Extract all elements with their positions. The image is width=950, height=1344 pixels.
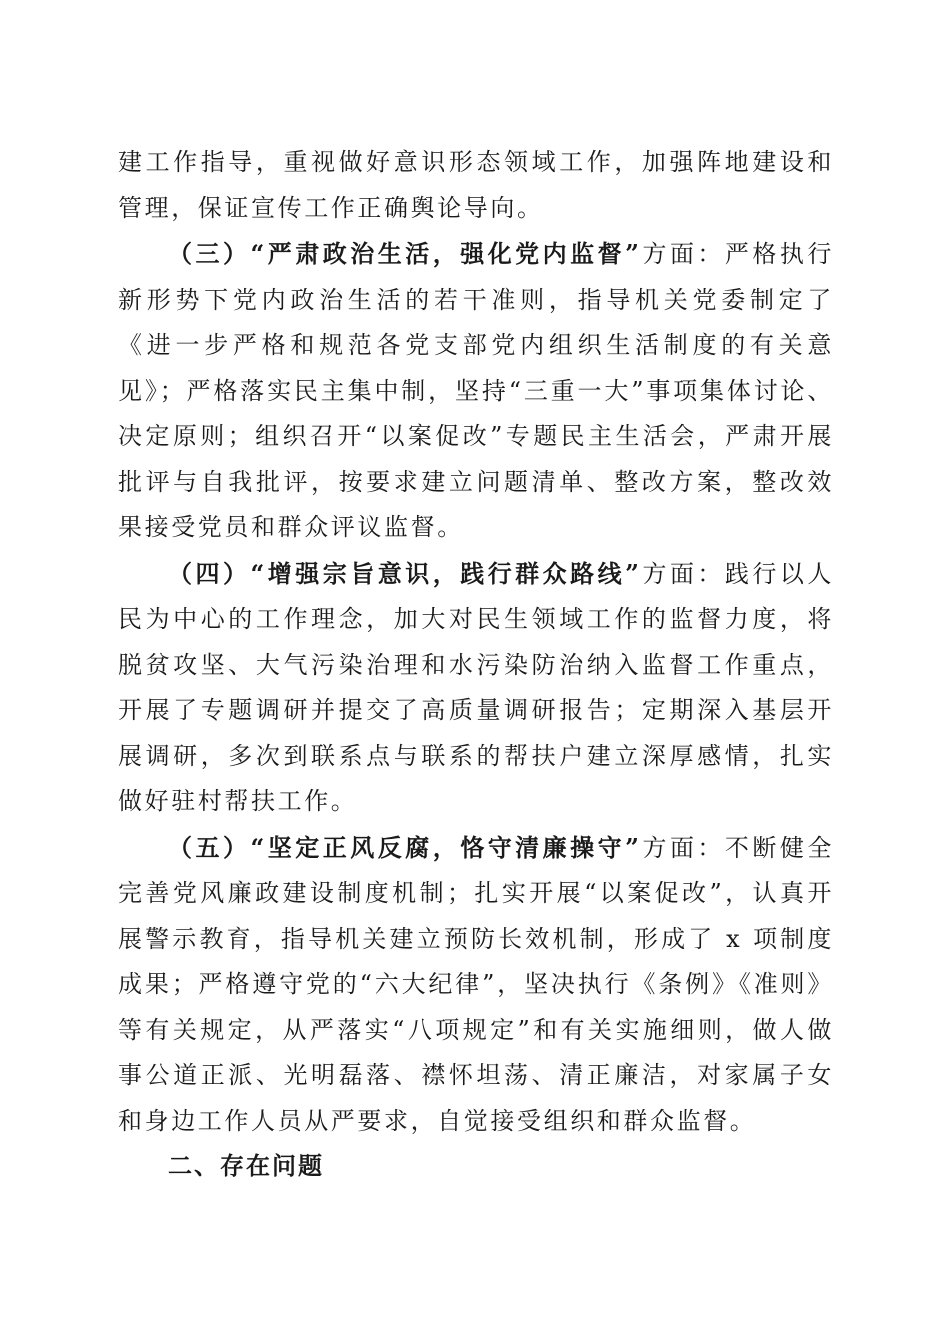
paragraph-text: 方面：严格执行新形势下党内政治生活的若干准则，指导机关党委制定了《进一步严格和规范各党支部党内组织生活制度的有关意见》；严格落实民主集中制，坚持“三重一大”事项集体讨论、决定原则；组织召开“以案促改”专题民主生活会，严肃开展批评与自我批评，按要求建立问题清单、整改方案，整改效果接受党员和群众评议监督。 [118,240,834,541]
paragraph-lead: （四）“增强宗旨意识，践行群众路线” [168,558,642,588]
paragraph-text: 建工作指导，重视做好意识形态领域工作，加强阵地建设和管理，保证宣传工作正确舆论导向。 [118,148,834,222]
paragraph-anti-corruption [118,825,834,1145]
section-heading: 二、存在问题 [168,1152,324,1180]
paragraph-mass-line [118,551,834,825]
paragraph-continuation [118,140,834,231]
paragraph-lead: （三）“严肃政治生活，强化党内监督” [168,239,642,268]
paragraph-lead: （五）“坚定正风反腐，恪守清廉操守” [168,832,642,862]
paragraph-text: 方面：不断健全完善党风廉政建设制度机制；扎实开展“以案促改”，认真开展警示教育，指导机关建立预防长效机制，形成了 x 项制度成果；严格遵守党的“六大纪律”，坚决执行《条例》《准则》等有关规定，从严落实“八项规定”和有关实施细则，做人做事公道正派、光明磊落、襟怀坦荡、清正廉洁，对家属子女和身边工作人员从严要求，自觉接受组织和群众监督。 [118,833,834,1135]
paragraph-political-life [118,231,834,551]
paragraph-text: 方面：践行以人民为中心的工作理念，加大对民生领域工作的监督力度，将脱贫攻坚、大气污染治理和水污染防治纳入监督工作重点，开展了专题调研并提交了高质量调研报告；定期深入基层开展调研，多次到联系点与联系的帮扶户建立深厚感情，扎实做好驻村帮扶工作。 [118,559,834,815]
document-page [118,140,834,1190]
